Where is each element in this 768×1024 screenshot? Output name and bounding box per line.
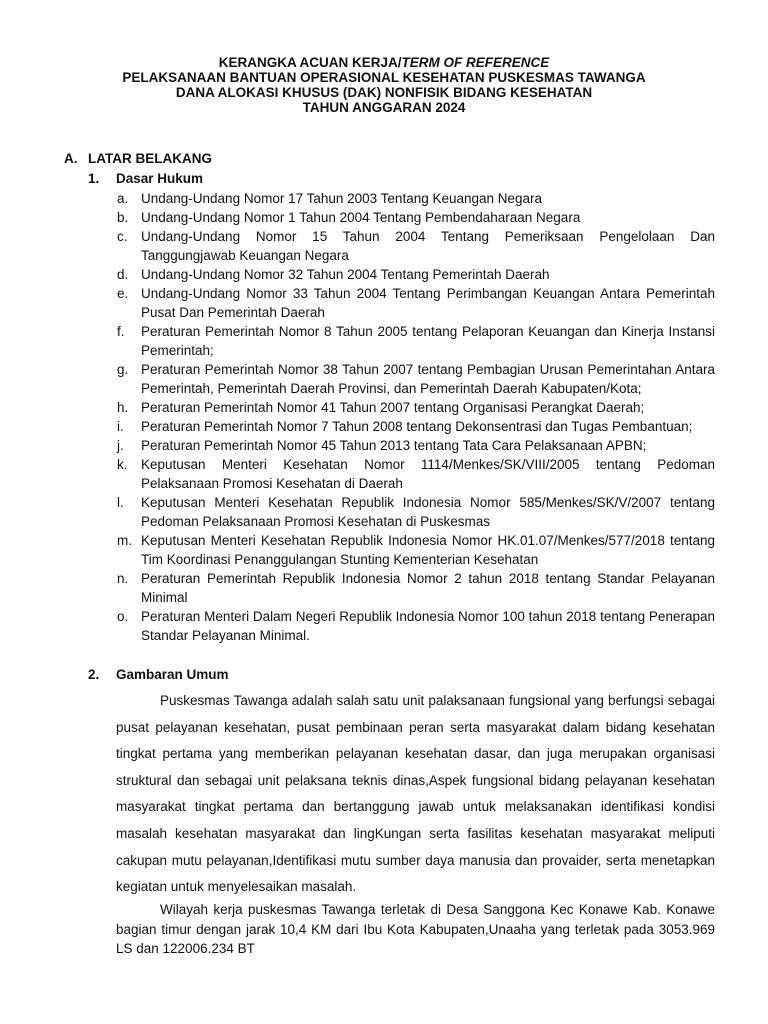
list-item-marker: b. [117,210,129,225]
list-item-marker: l. [117,495,124,510]
legal-basis-list [117,189,715,645]
title-line-1 [0,55,768,70]
subheading-label: Gambaran Umum [116,667,229,682]
list-item-marker: c. [117,229,128,244]
list-item-marker: h. [117,400,129,415]
subheading-gambaran-umum [88,667,229,682]
list-item-text: Keputusan Menteri Kesehatan Republik Indonesia Nomor 585/Menkes/SK/V/2007 tentang Pedoman Pelaksanaan Promosi Kesehatan di Puskesmas [141,495,715,529]
list-item [117,265,715,284]
list-item-marker: o. [117,609,129,624]
document-title [0,55,768,115]
list-item-marker: a. [117,191,129,206]
list-item-text: Peraturan Pemerintah Nomor 41 Tahun 2007 tentang Organisasi Perangkat Daerah; [141,400,645,415]
list-item-text: Peraturan Pemerintah Nomor 45 Tahun 2013 tentang Tata Cara Pelaksanaan APBN; [141,438,647,453]
list-item-text: Peraturan Pemerintah Nomor 8 Tahun 2005 tentang Pelaporan Keuangan dan Kinerja Instansi Pemerintah; [141,324,715,358]
list-item-marker: k. [117,457,128,472]
list-item-text: Peraturan Pemerintah Nomor 7 Tahun 2008 tentang Dekonsentrasi dan Tugas Pembantuan; [141,419,693,434]
list-item-text: Undang-Undang Nomor 33 Tahun 2004 Tentang Perimbangan Keuangan Antara Pemerintah Pusat Dan Pemerintah Daerah [141,286,715,320]
list-item-text: Undang-Undang Nomor 15 Tahun 2004 Tentang Pemeriksaan Pengelolaan Dan Tanggungjawab Keuangan Negara [141,229,715,263]
list-item-text: Undang-Undang Nomor 32 Tahun 2004 Tentang Pemerintah Daerah [141,267,550,282]
list-item [117,569,715,607]
list-item [117,455,715,493]
list-item-marker: e. [117,286,129,301]
subheading-number: 2. [88,667,100,682]
list-item-marker: n. [117,571,129,586]
list-item-text: Keputusan Menteri Kesehatan Nomor 1114/Menkes/SK/VIII/2005 tentang Pedoman Pelaksanaan Promosi Kesehatan di Daerah [141,457,715,491]
list-item-marker: f. [117,324,125,339]
list-item-text: Undang-Undang Nomor 1 Tahun 2004 Tentang Pembendaharaan Negara [141,210,581,225]
list-item [117,531,715,569]
list-item [117,398,715,417]
list-item-text: Peraturan Menteri Dalam Negeri Republik Indonesia Nomor 100 tahun 2018 tentang Penerapan Standar Pelayanan Minimal. [141,609,715,643]
title-line-1-italic: TERM OF REFERENCE [401,55,550,70]
list-item-marker: j. [117,438,124,453]
list-item-marker: m. [117,533,132,548]
list-item [117,322,715,360]
list-item [117,284,715,322]
list-item [117,493,715,531]
list-item-text: Keputusan Menteri Kesehatan Republik Indonesia Nomor HK.01.07/Menkes/577/2018 tentang Tim Koordinasi Penanggulangan Stunting Kementerian Kesehatan [141,533,715,567]
list-item [117,417,715,436]
subheading-dasar-hukum [88,171,203,186]
section-heading-a [64,151,212,166]
list-item [117,189,715,208]
paragraph-overview: Puskesmas Tawanga adalah salah satu unit palaksanaan fungsional yang berfungsi sebagai pusat pelayanan kesehatan, pusat pembinaan peran serta masyarakat dalam bidang kesehatan tingkat pertama yang memberikan pelayanan kesehatan dasar, dan juga merupakan organisasi struktural dan sebagai unit pelaksana teknis dinas,Aspek fungsional bidang pelayanan kesehatan masyarakat tingkat pertama dan bertanggung jawab untuk melaksanakan identifikasi kondisi masalah kesehatan masyarakat dan lingKungan serta fasilitas kesehatan masyarakat meliputi cakupan mutu pelayanan,Identifikasi mutu sumber daya manusia dan provaider, serta menetapkan kegiatan untuk menyelesaikan masalah. [116,693,715,895]
subheading-label: Dasar Hukum [116,171,204,186]
section-label: LATAR BELAKANG [88,151,212,166]
paragraph-region: Wilayah kerja puskesmas Tawanga terletak di Desa Sanggona Kec Konawe Kab. Konawe bagian timur dengan jarak 10,4 KM dari Ibu Kota Kabupaten,Unaaha yang terletak pada 3053.969 LS dan 122006.234 BT [116,902,715,956]
title-line-3: DANA ALOKASI KHUSUS (DAK) NONFISIK BIDANG KESEHATAN [175,85,593,100]
title-line-4: TAHUN ANGGARAN 2024 [302,100,466,115]
list-item-text: Peraturan Pemerintah Nomor 38 Tahun 2007 tentang Pembagian Urusan Pemerintahan Antara Pemerintah, Pemerintah Daerah Provinsi, dan Pemerintah Daerah Kabupaten/Kota; [141,362,715,396]
list-item [117,208,715,227]
list-item-text: Peraturan Pemerintah Republik Indonesia Nomor 2 tahun 2018 tentang Standar Pelayanan Minimal [141,571,715,605]
section-number: A. [64,151,78,166]
list-item-marker: d. [117,267,129,282]
list-item-text: Undang-Undang Nomor 17 Tahun 2003 Tentang Keuangan Negara [141,191,543,206]
title-line-1-main: KERANGKA ACUAN KERJA/ [218,55,402,70]
list-item [117,360,715,398]
title-line-2: PELAKSANAAN BANTUAN OPERASIONAL KESEHATAN PUSKESMAS TAWANGA [122,70,646,85]
list-item [117,607,715,645]
list-item [117,227,715,265]
subheading-number: 1. [88,171,100,186]
list-item-marker: i. [117,419,124,434]
list-item [117,436,715,455]
list-item-marker: g. [117,362,129,377]
